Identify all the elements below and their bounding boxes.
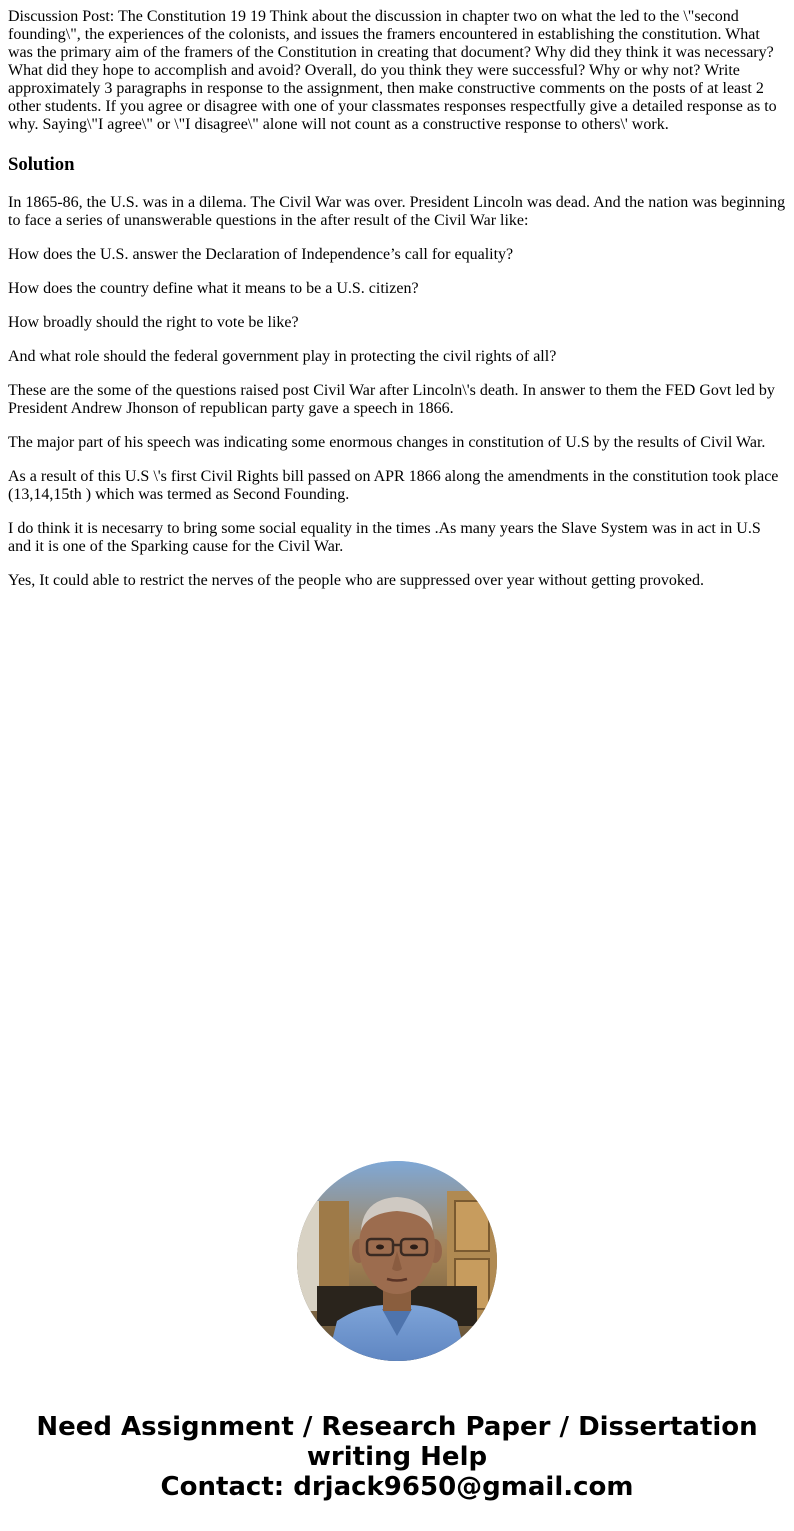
answer-paragraph: I do think it is necesarry to bring some social equality in the times .As many years the Slave System was in act in U.S and it is one of the Sparking cause for the Civil War. (8, 520, 761, 555)
contact-email: Contact: drjack9650@gmail.com (160, 1472, 634, 1502)
promo-line: Need Assignment / Research Paper / Dissertation (36, 1412, 758, 1442)
promo-line: writing Help (306, 1442, 488, 1472)
answer-paragraph: In 1865-86, the U.S. was in a dilema. The Civil War was over. President Lincoln was dead. And the nation was beginning to face a series of unanswerable questions in the after result of the Civil War like: (8, 194, 786, 229)
promo-footer (0, 1412, 794, 1502)
answer-paragraph: These are the some of the questions raised post Civil War after Lincoln\'s death. In answer to them the FED Govt led by President Andrew Jhonson of republican party gave a speech in 1866. (8, 382, 775, 417)
solution-heading: Solution (8, 154, 75, 175)
answer-paragraph: The major part of his speech was indicating some enormous changes in constitution of U.S by the results of Civil War. (8, 434, 766, 451)
answer-paragraph: How broadly should the right to vote be like? (8, 314, 299, 331)
answer-paragraph: How does the U.S. answer the Declaration of Independence’s call for equality? (8, 246, 514, 263)
answer-paragraph: And what role should the federal government play in protecting the civil rights of all? (8, 348, 557, 365)
answer-paragraph: As a result of this U.S \'s first Civil Rights bill passed on APR 1866 along the amendments in the constitution took place (13,14,15th ) which was termed as Second Founding. (8, 468, 779, 503)
question-text: Discussion Post: The Constitution 19 19 Think about the discussion in chapter two on what the led to the \"second founding\", the experiences of the colonists, and issues the framers encountered in establishing the constitution. What was the primary aim of the framers of the Constitution in creating that document? Why did they think it was necessary? What did they hope to accomplish and avoid? Overall, do you think they were successful? Why or why not? Write approximately 3 paragraphs in response to the assignment, then make constructive comments on the posts of at least 2 other students. If you agree or disagree with one of your classmates responses respectfully give a detailed response as to why. Saying\"I agree\" or \"I disagree\" alone will not count as a constructive response to others\' work. (8, 8, 777, 133)
tutor-photo (297, 1161, 497, 1361)
answer-body (8, 194, 786, 590)
answer-paragraph: Yes, It could able to restrict the nerves of the people who are suppressed over year without getting provoked. (8, 572, 704, 589)
answer-paragraph: How does the country define what it means to be a U.S. citizen? (8, 280, 419, 297)
tutor-portrait-image (297, 1161, 497, 1361)
